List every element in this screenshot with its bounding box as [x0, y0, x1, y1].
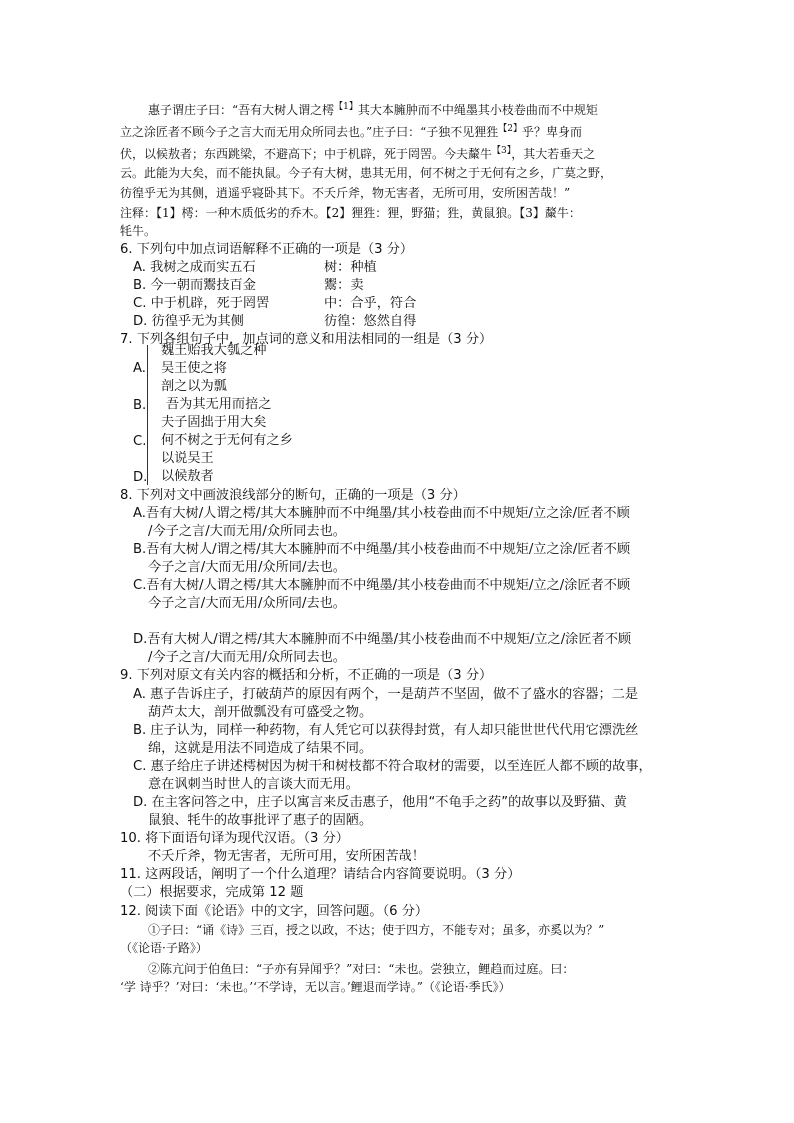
q6-gloss-a: 树：种植 — [324, 260, 377, 275]
q7-line-1: 魏王贻我大瓠之种 — [161, 343, 267, 358]
q6-option-c: C. 中于机辟，死于罔罟 — [133, 296, 270, 311]
q10-stem: 10. 将下面语句译为现代汉语。（3 分） — [120, 831, 349, 846]
q12-quote-1-source: （《论语·子路》） — [120, 941, 208, 955]
q7-line-6: 何不树之于无何有之乡 — [161, 433, 293, 448]
q9-stem: 9. 下列对原文有关内容的概括和分析，不正确的一项是（3 分） — [120, 668, 493, 683]
q8-option-c-line-2: 今子之言/大而无用/众所同/去也。 — [148, 596, 346, 611]
q7-line-7: 以说吴王 — [161, 451, 214, 466]
q7-line-3: 剖之以为瓢 — [161, 379, 227, 394]
q6-gloss-d: 彷徨：悠然自得 — [324, 314, 417, 329]
q6-stem: 6. 下列句中加点词语解释不正确的一项是（3 分） — [120, 242, 414, 257]
q8-option-b-line-2: 今子之言/大而无用/众所同/去也。 — [148, 560, 346, 575]
q7-label-a: A. — [133, 361, 146, 376]
note-ref-1: 【1】 — [334, 102, 358, 112]
q8-option-c-line-1: C.吾有大树/人谓之樗/其大本臃肿而不中绳墨/其小枝卷曲而不中规矩/立之/涂匠者不顾 — [133, 578, 631, 593]
q8-option-d-line-1: D.吾有大树人/谓之樗/其大本臃肿而不中绳墨/其小枝卷曲而不中规矩/立之/涂匠者不顾 — [133, 632, 632, 647]
q12-quote-2-line-1: ②陈亢问于伯鱼曰：“子亦有异闻乎？”对曰：“未也。尝独立，鲤趋而过庭。曰： — [148, 962, 575, 976]
q7-label-c: C. — [133, 434, 147, 449]
q9-option-c-line-1: C. 惠子给庄子讲述樗树因为树干和树枝都不符合取材的需要，以至连匠人都不顾的故事， — [133, 759, 652, 774]
q7-label-b: B. — [133, 398, 147, 413]
q12-quote-1-line-1: ①子曰：“诵《诗》三百，授之以政，不达；使于四方，不能专对；虽多，亦奚以为？” — [148, 923, 605, 937]
q6-option-b: B. 今一朝而鬻技百金 — [133, 278, 256, 293]
q8-stem: 8. 下列对文中画波浪线部分的断句，正确的一项是（3 分） — [120, 488, 466, 503]
q8-option-b-line-1: B.吾有大树人/谓之樗/其大本臃肿而不中绳墨/其小枝卷曲而不中规矩/立之涂/匠者不顾 — [133, 542, 631, 557]
notes-line-1: 注释：【1】樗：一种木质低劣的乔木。【2】狸狌：狸，野猫；狌，黄鼠狼。【3】斄牛： — [120, 206, 581, 220]
q8-option-d-line-2: /今子之言/大而无用/众所同去也。 — [148, 650, 346, 665]
passage-line-1: 惠子谓庄子曰：“吾有大树人谓之樗$^{【1】}$其大本臃肿而不中绳墨其小枝卷曲而不中规矩 — [148, 102, 598, 117]
q9-option-a-line-2: 葫芦太大，剖开做瓢没有可盛受之物。 — [148, 705, 373, 720]
q7-line-8: 以候敖者 — [161, 469, 214, 484]
q6-gloss-c: 中：合乎，符合 — [324, 296, 417, 311]
passage-line-2: 立之涂匠者不顾今子之言大而无用众所同去也。”庄子曰：“子独不见狸狌$^{【2】}$乎？卑身而 — [120, 124, 583, 139]
q9-option-a-line-1: A. 惠子告诉庄子，打破葫芦的原因有两个，一是葫芦不坚固，做不了盛水的容器；二是 — [133, 687, 639, 702]
q6-option-a: A. 我树之成而实五石 — [133, 260, 256, 275]
q6-option-d: D. 彷徨乎无为其侧 — [133, 314, 244, 329]
q7-brace — [147, 345, 153, 485]
q7-label-d: D. — [133, 470, 148, 485]
q8-option-a-line-1: A.吾有大树/人谓之樗/其大本臃肿而不中绳墨/其小枝卷曲而不中规矩/立之涂/匠者不顾 — [133, 506, 630, 521]
q10-sentence: 不夭斤斧，物无害者，无所可用，安所困苦哉！ — [148, 849, 425, 864]
section-2-heading: （二）根据要求，完成第 12 题 — [120, 885, 304, 900]
note-ref-2: 【2】 — [498, 124, 523, 134]
q9-option-b-line-1: B. 庄子认为，同样一种药物，有人凭它可以获得封赏，有人却只能世世代代用它漂洗丝 — [133, 723, 639, 738]
q9-option-d-line-1: D. 在主客问答之中，庄子以寓言来反击惠子，他用“不龟手之药”的故事以及野猫、黄 — [133, 795, 627, 810]
notes-line-2: 牦牛。 — [120, 224, 157, 238]
q12-stem: 12. 阅读下面《论语》中的文字，回答问题。（6 分） — [120, 904, 429, 919]
q6-gloss-b: 鬻：卖 — [324, 278, 364, 293]
passage-line-4: 云。此能为大矣，而不能执鼠。今子有大树，患其无用，何不树之于无何有之乡，广莫之野， — [120, 166, 613, 180]
q7-line-4: 吾为其无用而掊之 — [166, 397, 272, 412]
q8-option-a-line-2: /今子之言/大而无用/众所同去也。 — [148, 524, 346, 539]
passage-line-5: 彷徨乎无为其侧，逍遥乎寝卧其下。不夭斤斧，物无害者，无所可用，安所困苦哉！” — [120, 186, 571, 200]
q7-line-2: 吴王使之将 — [161, 361, 227, 376]
q11-stem: 11. 这两段话，阐明了一个什么道理？请结合内容简要说明。（3 分） — [120, 867, 521, 882]
q9-option-c-line-2: 意在讽刺当时世人的言谈大而无用。 — [148, 777, 359, 792]
q7-line-5: 夫子固拙于用大矣 — [161, 415, 267, 430]
passage-line-3: 伏，以候敖者；东西跳梁，不避高下；中于机辟，死于罔罟。今夫斄牛$^{【3】}$，其大若垂天之 — [120, 146, 596, 161]
q9-option-b-line-2: 绵，这就是用法不同造成了结果不同。 — [148, 741, 373, 756]
q7-stem: 7. 下列各组句子中，加点词的意义和用法相同的一组是（3 分） — [120, 332, 493, 347]
q12-quote-2-line-2: ‘学 诗乎？’对曰：‘未也。’‘不学诗，无以言。’鲤退而学诗。”（《论语·季氏》） — [120, 980, 511, 994]
q9-option-d-line-2: 鼠狼、牦牛的故事批评了惠子的固陋。 — [148, 813, 373, 828]
note-ref-3: 【3】 — [492, 146, 512, 156]
